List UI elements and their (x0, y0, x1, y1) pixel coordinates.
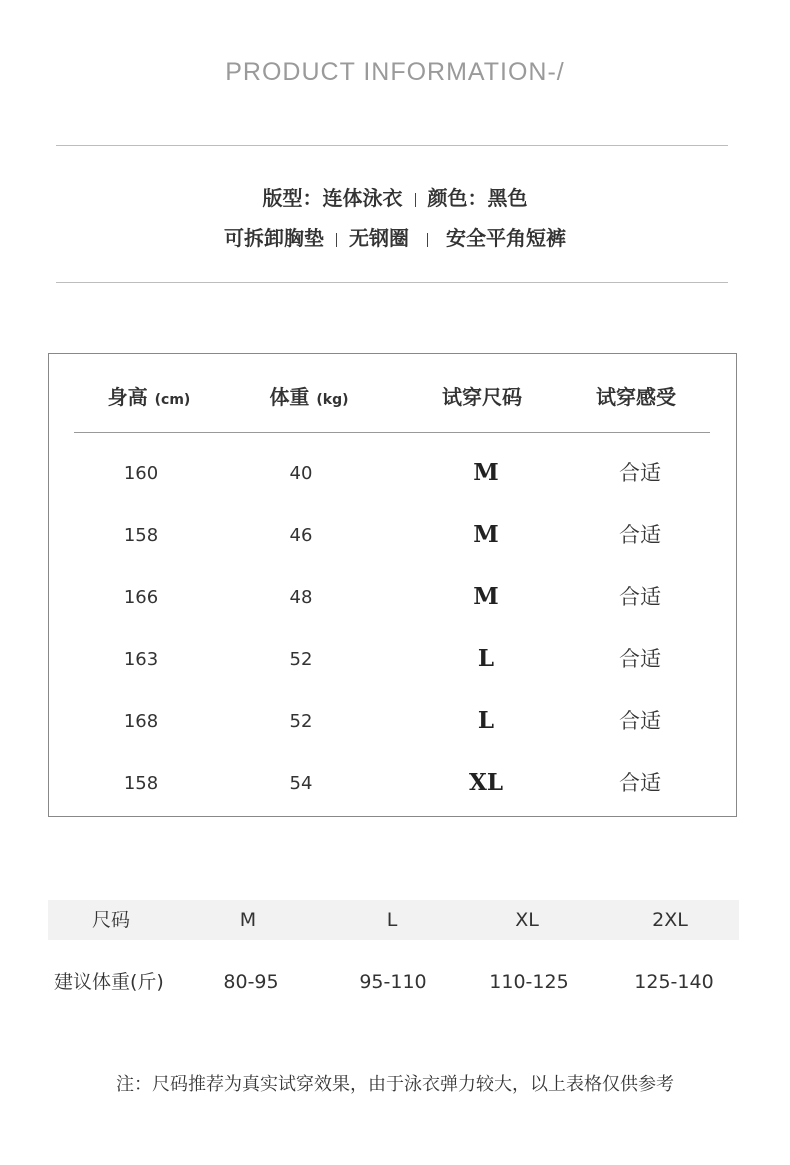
fit-cell-weight: 46 (289, 525, 313, 546)
fit-header-rule (74, 432, 710, 433)
fit-cell-weight: 54 (289, 773, 313, 794)
info-style: 版型：连体泳衣 (262, 186, 403, 210)
separator (336, 233, 337, 247)
fit-cell-size: M (473, 521, 499, 548)
fit-header-height-unit: (cm) (154, 392, 191, 408)
fit-cell-weight: 48 (289, 587, 313, 608)
fit-cell-height: 158 (123, 773, 159, 794)
size-header-2xl: 2XL (652, 909, 688, 931)
fit-cell-size: L (477, 645, 495, 672)
fit-header-feel: 试穿感受 (596, 385, 676, 409)
fit-cell-size: L (477, 707, 495, 734)
fit-cell-height: 168 (123, 711, 159, 732)
fit-header-weight-unit: (kg) (316, 392, 349, 408)
size-header-l: L (386, 909, 398, 931)
size-header-xl: XL (515, 909, 539, 931)
fit-cell-feel: 合适 (619, 647, 661, 671)
size-note: 注：尺码推荐为真实试穿效果，由于泳衣弹力较大，以上表格仅供参考 (116, 1074, 674, 1095)
fit-cell-weight: 40 (289, 463, 313, 484)
fit-cell-feel: 合适 (619, 771, 661, 795)
size-table-header-row (48, 900, 739, 940)
fit-header-height (69, 382, 229, 415)
fit-cell-weight: 52 (289, 649, 313, 670)
fit-cell-height: 166 (123, 587, 159, 608)
size-weight-xl: 110-125 (489, 971, 569, 993)
fit-header-weight (229, 382, 389, 415)
info-line-features (0, 222, 790, 251)
fit-cell-weight: 52 (289, 711, 313, 732)
info-feature-wire: 无钢圈 (349, 226, 409, 250)
fit-header-height-label: 身高 (107, 385, 148, 409)
fit-cell-size: M (473, 583, 499, 610)
size-weight-l: 95-110 (359, 971, 427, 993)
fit-cell-height: 163 (123, 649, 159, 670)
size-row-label: 建议体重(斤) (54, 971, 164, 993)
fit-cell-size: XL (468, 769, 504, 796)
size-header-label: 尺码 (91, 909, 130, 931)
size-table-weight-row (48, 962, 739, 1002)
size-weight-m: 80-95 (223, 971, 279, 993)
fit-cell-feel: 合适 (619, 461, 661, 485)
size-header-m: M (239, 909, 257, 931)
info-line-style-color (0, 182, 790, 211)
separator (415, 193, 416, 207)
page-title: PRODUCT INFORMATION-/ (225, 58, 565, 86)
divider-bottom (56, 282, 728, 283)
info-feature-shorts: 安全平角短裤 (446, 226, 566, 250)
fit-table (48, 353, 737, 817)
fit-cell-height: 158 (123, 525, 159, 546)
fit-cell-feel: 合适 (619, 523, 661, 547)
separator (427, 233, 428, 247)
fit-cell-feel: 合适 (619, 585, 661, 609)
fit-cell-height: 160 (123, 463, 159, 484)
fit-cell-size: M (473, 459, 499, 486)
size-weight-2xl: 125-140 (634, 971, 714, 993)
fit-header-size: 试穿尺码 (442, 385, 522, 409)
info-feature-pad: 可拆卸胸垫 (224, 226, 324, 250)
fit-header-weight-label: 体重 (269, 385, 310, 409)
divider-top (56, 145, 728, 146)
fit-cell-feel: 合适 (619, 709, 661, 733)
info-color: 颜色：黑色 (427, 186, 528, 210)
